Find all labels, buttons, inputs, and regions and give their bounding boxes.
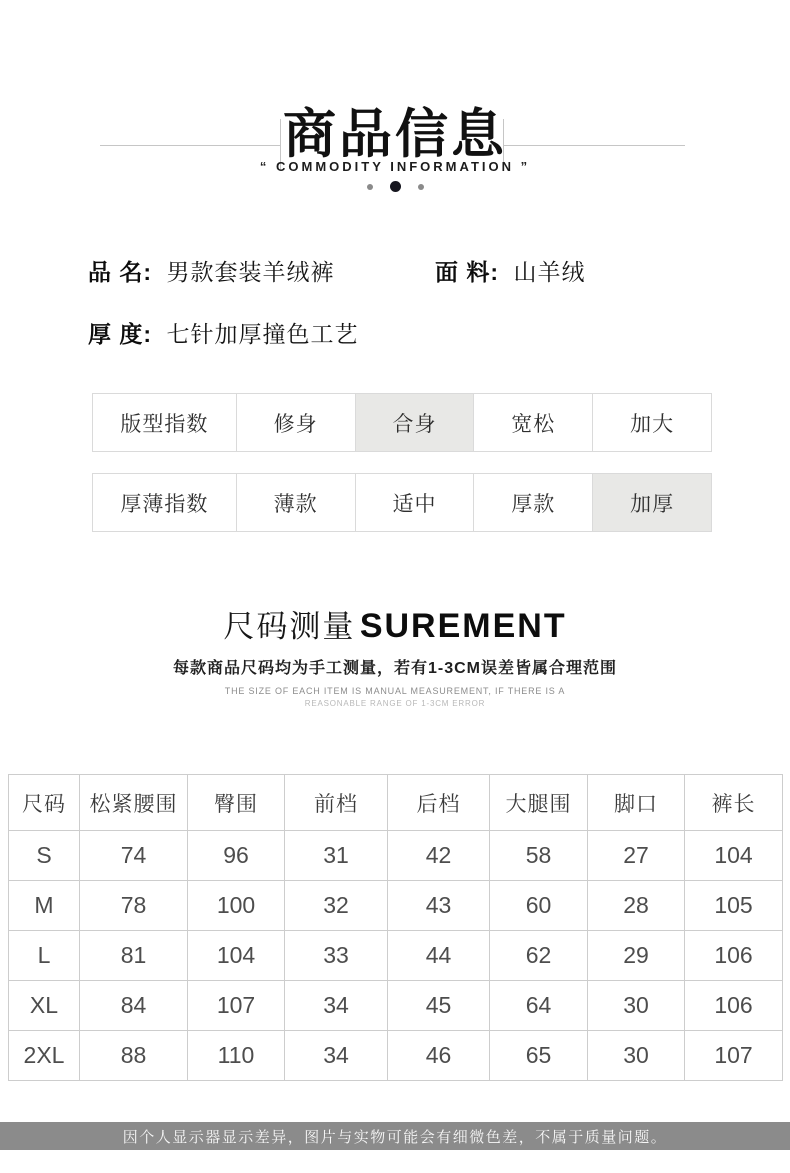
size-table-column-header: 大腿围 [490,775,588,831]
size-value-cell: 96 [188,831,285,881]
size-table-section [8,774,783,1081]
thickness-option-thin: 薄款 [236,474,355,531]
size-value-cell: 104 [188,931,285,981]
size-value-cell: 28 [588,881,685,931]
thickness-option-medium: 适中 [355,474,474,531]
size-table-row [9,931,783,981]
size-value-cell: 78 [80,881,188,931]
product-fabric-pair [435,254,586,287]
size-row-label: 2XL [9,1031,80,1081]
size-measure-note-line-1: THE SIZE OF EACH ITEM IS MANUAL MEASUREMENT, IF THERE IS A [224,686,566,696]
size-value-cell: 34 [285,981,388,1031]
fit-index-table [92,393,712,452]
footer-disclaimer-bar [0,1122,790,1150]
dots-divider [0,181,790,192]
size-row-label: M [9,881,80,931]
size-value-cell: 30 [588,981,685,1031]
size-table [8,774,783,1081]
dot-large-center [390,181,401,192]
size-value-cell: 107 [685,1031,783,1081]
size-value-cell: 42 [388,831,490,881]
size-value-cell: 105 [685,881,783,931]
product-name-value: 男款套装羊绒裤 [166,259,335,285]
size-value-cell: 29 [588,931,685,981]
thickness-index-table [92,473,712,532]
size-value-cell: 106 [685,981,783,1031]
size-value-cell: 107 [188,981,285,1031]
fit-option-fitted: 合身 [355,394,474,451]
size-value-cell: 58 [490,831,588,881]
dot-small-left [367,184,373,190]
page-subtitle: “ COMMODITY INFORMATION ” [259,159,531,174]
size-value-cell: 30 [588,1031,685,1081]
size-measure-title-en: SUREMENT [359,607,567,645]
dot-small-right [418,184,424,190]
size-value-cell: 106 [685,931,783,981]
product-info-section [88,254,750,378]
product-fabric-value: 山羊绒 [513,259,586,285]
size-value-cell: 62 [490,931,588,981]
size-value-cell: 104 [685,831,783,881]
fit-option-loose: 宽松 [473,394,592,451]
size-table-column-header: 前档 [285,775,388,831]
size-row-label: L [9,931,80,981]
product-name-pair [88,254,435,287]
size-table-row [9,881,783,931]
size-value-cell: 74 [80,831,188,881]
size-value-cell: 32 [285,881,388,931]
size-table-column-header: 裤长 [685,775,783,831]
size-value-cell: 84 [80,981,188,1031]
size-row-label: XL [9,981,80,1031]
size-table-column-header: 脚口 [588,775,685,831]
size-value-cell: 60 [490,881,588,931]
index-tables-section [92,393,712,532]
page-title: 商品信息 [283,105,507,164]
size-value-cell: 81 [80,931,188,981]
product-fabric-label: 面 料: [435,259,500,285]
size-table-column-header: 臀围 [188,775,285,831]
size-value-cell: 33 [285,931,388,981]
size-value-cell: 44 [388,931,490,981]
size-value-cell: 46 [388,1031,490,1081]
product-thickness-label: 厚 度: [88,321,153,347]
product-thickness-pair [88,316,435,349]
size-table-row [9,1031,783,1081]
size-table-row [9,831,783,881]
size-table-column-header: 松紧腰围 [80,775,188,831]
product-name-label: 品 名: [88,259,153,285]
size-table-column-header: 后档 [388,775,490,831]
product-info-row-1 [88,254,750,287]
product-info-row-2 [88,316,750,349]
size-measure-note-line-2: REASONABLE RANGE OF 1-3CM ERROR [304,699,486,708]
size-value-cell: 65 [490,1031,588,1081]
size-value-cell: 27 [588,831,685,881]
size-measure-section-head [0,601,790,708]
size-value-cell: 45 [388,981,490,1031]
size-measure-title [0,601,790,646]
fit-option-oversize: 加大 [592,394,711,451]
product-thickness-value: 七针加厚撞色工艺 [166,321,359,347]
size-value-cell: 88 [80,1031,188,1081]
thickness-option-extra-thick: 加厚 [592,474,711,531]
size-value-cell: 34 [285,1031,388,1081]
size-table-body [9,831,783,1081]
size-value-cell: 110 [188,1031,285,1081]
size-value-cell: 64 [490,981,588,1031]
size-table-row [9,981,783,1031]
size-value-cell: 31 [285,831,388,881]
fit-option-slim: 修身 [236,394,355,451]
fit-index-label: 版型指数 [120,412,209,436]
size-value-cell: 100 [188,881,285,931]
size-table-head-row [9,775,783,831]
thickness-option-thick: 厚款 [473,474,592,531]
size-measure-subtitle: 每款商品尺码均为手工测量，若有1-3CM误差皆属合理范围 [172,660,617,677]
footer-disclaimer-text: 因个人显示器显示差异，图片与实物可能会有细微色差，不属于质量问题。 [122,1128,668,1146]
thickness-index-label: 厚薄指数 [120,492,209,516]
size-table-column-header: 尺码 [9,775,80,831]
size-value-cell: 43 [388,881,490,931]
size-measure-title-cn: 尺码测量 [223,609,356,644]
size-row-label: S [9,831,80,881]
